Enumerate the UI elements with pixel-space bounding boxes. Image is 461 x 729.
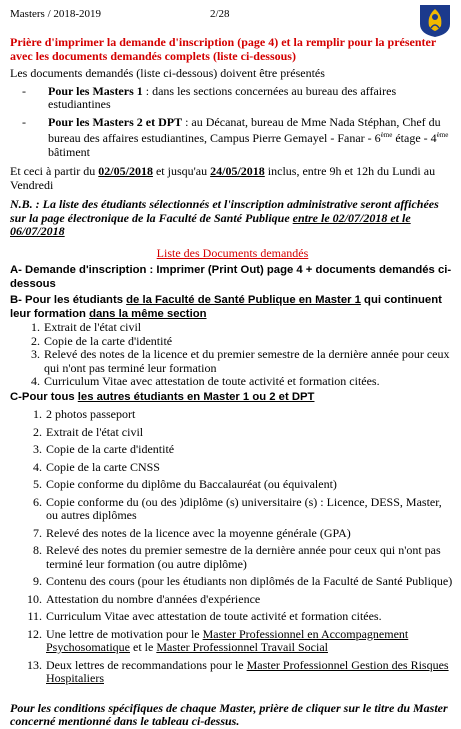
superscript: ème <box>380 131 393 139</box>
item-text: Copie conforme du (ou des )diplôme (s) universitaire (s) : Licence, DESS, Master, ou autres diplômes <box>46 494 442 522</box>
section-a: A- Demande d'inscription : Imprimer (Print Out) page 4 + documents demandés ci-dessous <box>10 264 452 290</box>
notice-text: Prière d'imprimer la demande d'inscription (page 4) et la remplir pour la présenter avec les documents demandés complets (liste ci-dessous) <box>10 35 436 63</box>
item-number: 10. <box>27 591 42 606</box>
location-text: : au Décanat, bureau de Mme Nada Stéphan, Chef du bureau des affaires estudiantines, Campus Pierre Gemayel - Fanar - 6 <box>48 114 441 145</box>
item-text: Copie conforme du diplôme du Baccalauréat (ou équivalent) <box>46 477 337 491</box>
end-date: 24/05/2018 <box>210 164 265 178</box>
item-text: Extrait de l'état civil <box>46 424 144 439</box>
list-item <box>18 575 455 589</box>
intro-text: Les documents demandés (liste ci-dessous) doivent être présentés <box>10 66 325 80</box>
item-text: Extrait de l'état civil <box>44 320 142 334</box>
list-item <box>18 610 455 624</box>
item-text: Curriculum Vitae avec attestation de toute activité et formation citées. <box>46 609 382 623</box>
dash-bullet: - <box>22 83 26 98</box>
item-text <box>46 659 455 686</box>
section-b-underlined: dans la même section <box>89 307 207 320</box>
nb-dates: entre le 02/07/2018 et le 06/07/2018 <box>10 210 411 238</box>
nb-lead: N.B. : <box>10 197 40 211</box>
section-c-part: C-Pour tous <box>10 390 78 403</box>
list-item <box>18 426 455 440</box>
location-lead: Pour les Masters 2 et DPT <box>48 114 183 129</box>
university-logo-icon <box>417 2 453 38</box>
dates-part: inclus, entre 9h et 12h du Lundi au Vendredi <box>10 164 436 192</box>
dates-part: et jusqu'au <box>152 164 211 178</box>
section-b-part: B- Pour les étudiants <box>10 294 127 306</box>
section-b-heading <box>10 294 455 321</box>
item-number: 1. <box>31 320 40 334</box>
list-item <box>18 593 455 607</box>
master-link[interactable]: Master Professionnel en Accompagnement Psychosomatique <box>46 626 409 654</box>
item-text: Contenu des cours (pour les étudiants non diplômés de la Faculté de Santé Publique) <box>46 574 453 588</box>
section-c-heading <box>10 391 455 405</box>
list-item <box>18 348 455 375</box>
nb-text: La liste des étudiants sélectionnés et l'inscription administrative seront affichées sur la page électronique de la Faculté de Santé Publique <box>10 197 439 225</box>
item-number: 2. <box>31 333 40 348</box>
item-text: Relevé des notes du premier semestre de la dernière année pour ceux qui n'ont pas terminé leur formation (ou autre diplôme) <box>46 543 441 571</box>
list-item <box>18 375 455 389</box>
section-b-underlined: de la Faculté de Santé Publique en Master 1 <box>126 294 361 306</box>
nb-note <box>10 198 455 239</box>
list-item <box>18 321 455 335</box>
dates-text <box>10 165 455 192</box>
item-number: 3. <box>31 347 40 361</box>
location-text-tail: bâtiment <box>48 144 90 159</box>
item-number: 4. <box>31 374 40 388</box>
item-text <box>46 628 455 655</box>
location-item-m1 <box>10 85 455 112</box>
dates-part: Et ceci à partir du <box>10 164 99 178</box>
item-text-part: Deux lettres de recommandations pour le <box>46 657 247 672</box>
item-number: 9. <box>33 574 42 588</box>
item-text: Relevé des notes de la licence et du premier semestre de la dernière année pour ceux qui n'ont pas terminé leur formation <box>44 347 450 375</box>
location-lead: Pour les Masters 1 <box>48 83 143 98</box>
item-number: 7. <box>33 525 42 540</box>
list-item <box>18 461 455 475</box>
start-date: 02/05/2018 <box>98 164 153 178</box>
section-c-list <box>18 408 455 686</box>
list-item <box>18 443 455 457</box>
item-number: 12. <box>27 626 42 641</box>
item-text: Copie de la carte CNSS <box>46 459 160 474</box>
item-text-part: Une lettre de motivation pour le <box>46 626 203 641</box>
item-number: 4. <box>33 459 42 474</box>
item-number: 3. <box>33 442 42 456</box>
list-item <box>18 408 455 422</box>
item-text: Copie de la carte d'identité <box>44 333 173 348</box>
list-item <box>18 496 455 523</box>
dash-bullet: - <box>22 114 26 129</box>
header-left: Masters / 2018-2019 <box>10 8 102 20</box>
item-text-part: et le <box>130 640 157 654</box>
section-b-list <box>18 321 455 389</box>
location-text: : dans les sections concernées au bureau des affaires estudiantines <box>48 83 397 111</box>
item-number: 8. <box>33 543 42 557</box>
item-number: 13. <box>27 657 42 672</box>
footer-note: Pour les conditions spécifiques de chaque Master, prière de cliquer sur le titre du Master concerné mentionné dans le tableau ci-dessus. <box>10 700 448 728</box>
superscript: ème <box>436 131 449 139</box>
list-item <box>18 544 455 571</box>
list-item <box>18 335 455 349</box>
item-text: Curriculum Vitae avec attestation de toute activité et formation citées. <box>44 374 380 388</box>
item-text: 2 photos passeport <box>46 407 136 421</box>
section-c-underlined: les autres étudiants en Master 1 ou 2 et DPT <box>77 390 315 403</box>
page-number: 2/28 <box>210 8 230 20</box>
main-content <box>10 36 455 729</box>
item-number: 6. <box>33 494 42 509</box>
item-number: 1. <box>33 407 42 421</box>
master-link[interactable]: Master Professionnel Gestion des Risques Hospitaliers <box>46 657 449 685</box>
item-text: Attestation du nombre d'années d'expérience <box>46 591 261 606</box>
item-number: 11. <box>27 609 42 623</box>
list-item <box>18 527 455 541</box>
item-number: 2. <box>33 424 42 439</box>
item-text: Copie de la carte d'identité <box>46 442 175 456</box>
item-text: Relevé des notes de la licence avec la moyenne générale (GPA) <box>46 525 351 540</box>
section-b-part: qui continuent leur formation <box>10 294 442 320</box>
location-item-m2 <box>10 116 455 160</box>
list-item <box>18 628 455 655</box>
master-link[interactable]: Master Professionnel Travail Social <box>156 640 328 654</box>
list-item <box>18 478 455 492</box>
list-title: Liste des Documents demandés <box>156 245 309 260</box>
location-text-mid: étage - 4 <box>392 131 437 145</box>
item-number: 5. <box>33 477 42 491</box>
list-item <box>18 659 455 686</box>
